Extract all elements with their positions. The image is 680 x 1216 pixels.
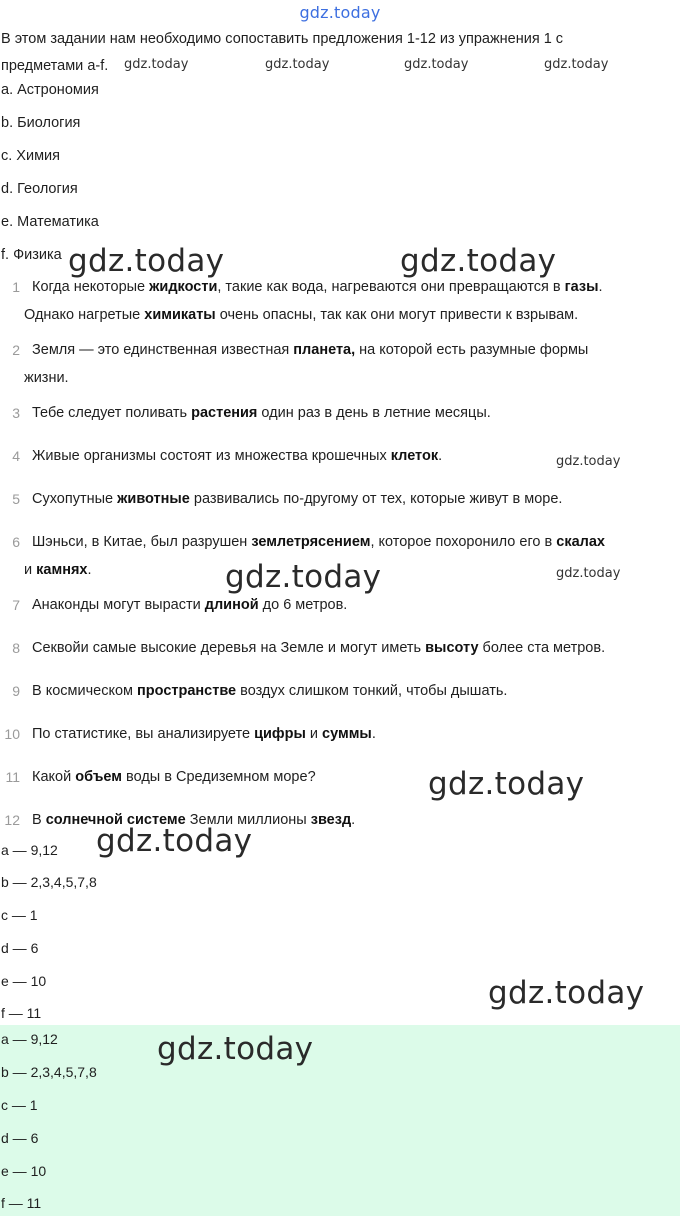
intro-line-1: В этом задании нам необходимо сопоставить предложения 1-12 из упражнения 1 с bbox=[1, 31, 564, 47]
sentence-text: Анаконды могут вырасти bbox=[32, 597, 205, 613]
answer-item: b — 2,3,4,5,7,8 bbox=[1, 1064, 97, 1080]
sentence-text: Земли миллионы bbox=[185, 812, 311, 828]
sentence-text: жизни. bbox=[24, 370, 69, 386]
bold-term: длиной bbox=[204, 597, 259, 613]
sentence-text: Секвойи самые высокие деревья на Земле и могут иметь bbox=[32, 640, 426, 656]
site-logo[interactable]: gdz.today bbox=[299, 3, 381, 22]
sentence-number: 10 bbox=[4, 726, 20, 742]
watermark-text: gdz.today bbox=[96, 823, 253, 859]
sentence-line bbox=[24, 364, 674, 392]
bold-term: клеток bbox=[390, 448, 439, 464]
answer-item: c — 1 bbox=[1, 907, 38, 923]
sentence-text: Тебе следует поливать bbox=[32, 405, 192, 421]
sentence-line bbox=[32, 634, 674, 662]
sentence-text: более ста метров. bbox=[478, 640, 606, 656]
subject-item: b. Биология bbox=[1, 115, 81, 131]
watermark-text: gdz.today bbox=[68, 243, 225, 279]
bold-term: суммы bbox=[322, 726, 372, 742]
sentence-text: Однако нагретые bbox=[24, 307, 145, 323]
sentence-line bbox=[32, 677, 674, 705]
subject-item: a. Астрономия bbox=[1, 82, 99, 98]
watermark-text: gdz.today bbox=[400, 243, 557, 279]
answer-item: a — 9,12 bbox=[1, 842, 58, 858]
sentence-line bbox=[32, 591, 674, 619]
sentence-number: 3 bbox=[12, 405, 20, 421]
sentence-text: Живые организмы состоят из множества крошечных bbox=[32, 448, 391, 464]
answer-item: d — 6 bbox=[1, 1130, 39, 1146]
sentence-text: воды в Средиземном море? bbox=[122, 769, 316, 785]
sentence-text: воздух слишком тонкий, чтобы дышать. bbox=[236, 683, 508, 699]
sentence-line bbox=[32, 720, 674, 748]
sentence-text: Земля — это единственная известная bbox=[32, 342, 294, 358]
watermark-text: gdz.today bbox=[556, 566, 621, 581]
sentence-line bbox=[32, 528, 674, 556]
bold-term: землетрясением bbox=[251, 534, 371, 550]
sentence-text: , такие как вода, нагреваются они превращаются в bbox=[217, 279, 565, 295]
sentence-number: 2 bbox=[12, 342, 20, 358]
sentence-text: и bbox=[24, 562, 37, 578]
sentence-line bbox=[32, 485, 674, 513]
bold-term: планета, bbox=[293, 342, 356, 358]
answer-item: d — 6 bbox=[1, 940, 39, 956]
sentence-text: В bbox=[32, 812, 46, 828]
sentence-text: . bbox=[371, 726, 376, 742]
bold-term: цифры bbox=[254, 726, 306, 742]
subject-item: c. Химия bbox=[1, 148, 60, 164]
watermark-text: gdz.today bbox=[488, 975, 645, 1011]
sentence-text: Когда некоторые bbox=[32, 279, 150, 295]
sentence-text: один раз в день в летние месяцы. bbox=[257, 405, 491, 421]
sentence-text: Сухопутные bbox=[32, 491, 118, 507]
answer-highlight-box bbox=[0, 1025, 680, 1216]
sentence-text: . bbox=[438, 448, 443, 464]
answer-item: a — 9,12 bbox=[1, 1031, 58, 1047]
bold-term: солнечной системе bbox=[45, 812, 186, 828]
sentence-number: 12 bbox=[4, 812, 20, 828]
sentence-text: на которой есть разумные формы bbox=[355, 342, 589, 358]
intro-line-2: предметами a-f. bbox=[1, 58, 109, 74]
bold-term: газы bbox=[564, 279, 599, 295]
answer-item: e — 10 bbox=[1, 1163, 47, 1179]
sentence-text: В космическом bbox=[32, 683, 138, 699]
answer-item: e — 10 bbox=[1, 973, 47, 989]
sentence-number: 9 bbox=[12, 683, 20, 699]
bold-term: животные bbox=[117, 491, 190, 507]
watermark-text: gdz.today bbox=[265, 57, 330, 72]
watermark-text: gdz.today bbox=[225, 559, 382, 595]
sentence-text: По статистике, вы анализируете bbox=[32, 726, 255, 742]
sentence-number: 6 bbox=[12, 534, 20, 550]
sentence-text: Шэньси, в Китае, был разрушен bbox=[32, 534, 252, 550]
bold-term: жидкости bbox=[149, 279, 218, 295]
sentence-text: Какой bbox=[32, 769, 76, 785]
sentence-text: очень опасны, так как они могут привести к взрывам. bbox=[215, 307, 579, 323]
answer-item: f — 11 bbox=[1, 1195, 42, 1211]
sentence-line bbox=[32, 399, 674, 427]
subject-item: f. Физика bbox=[1, 247, 62, 263]
sentence-text: и bbox=[305, 726, 323, 742]
sentence-text: до 6 метров. bbox=[258, 597, 348, 613]
sentence-number: 11 bbox=[5, 769, 20, 785]
sentence-line bbox=[24, 301, 674, 329]
sentence-text: . bbox=[351, 812, 356, 828]
bold-term: звезд bbox=[310, 812, 352, 828]
watermark-text: gdz.today bbox=[428, 766, 585, 802]
watermark-text: gdz.today bbox=[404, 57, 469, 72]
bold-term: скалах bbox=[556, 534, 605, 550]
answer-item: c — 1 bbox=[1, 1097, 38, 1113]
sentence-line bbox=[32, 336, 674, 364]
watermark-text: gdz.today bbox=[556, 454, 621, 469]
sentence-number: 4 bbox=[12, 448, 20, 464]
watermark-text: gdz.today bbox=[544, 57, 609, 72]
answer-item: f — 11 bbox=[1, 1005, 42, 1021]
watermark-text: gdz.today bbox=[124, 57, 189, 72]
subject-item: d. Геология bbox=[1, 181, 78, 197]
sentence-text: развивались по-другому от тех, которые живут в море. bbox=[189, 491, 563, 507]
watermark-text: gdz.today bbox=[157, 1031, 314, 1067]
sentence-text: . bbox=[598, 279, 603, 295]
answer-item: b — 2,3,4,5,7,8 bbox=[1, 874, 97, 890]
bold-term: пространстве bbox=[137, 683, 237, 699]
sentence-number: 5 bbox=[12, 491, 20, 507]
sentence-text: , которое похоронило его в bbox=[370, 534, 557, 550]
bold-term: растения bbox=[191, 405, 258, 421]
bold-term: химикаты bbox=[144, 307, 216, 323]
sentence-number: 7 bbox=[12, 597, 20, 613]
bold-term: высоту bbox=[425, 640, 479, 656]
subject-item: e. Математика bbox=[1, 214, 99, 230]
bold-term: объем bbox=[75, 769, 123, 785]
sentence-number: 8 bbox=[12, 640, 20, 656]
sentence-number: 1 bbox=[12, 279, 20, 295]
bold-term: камнях bbox=[36, 562, 88, 578]
sentence-text: . bbox=[87, 562, 92, 578]
